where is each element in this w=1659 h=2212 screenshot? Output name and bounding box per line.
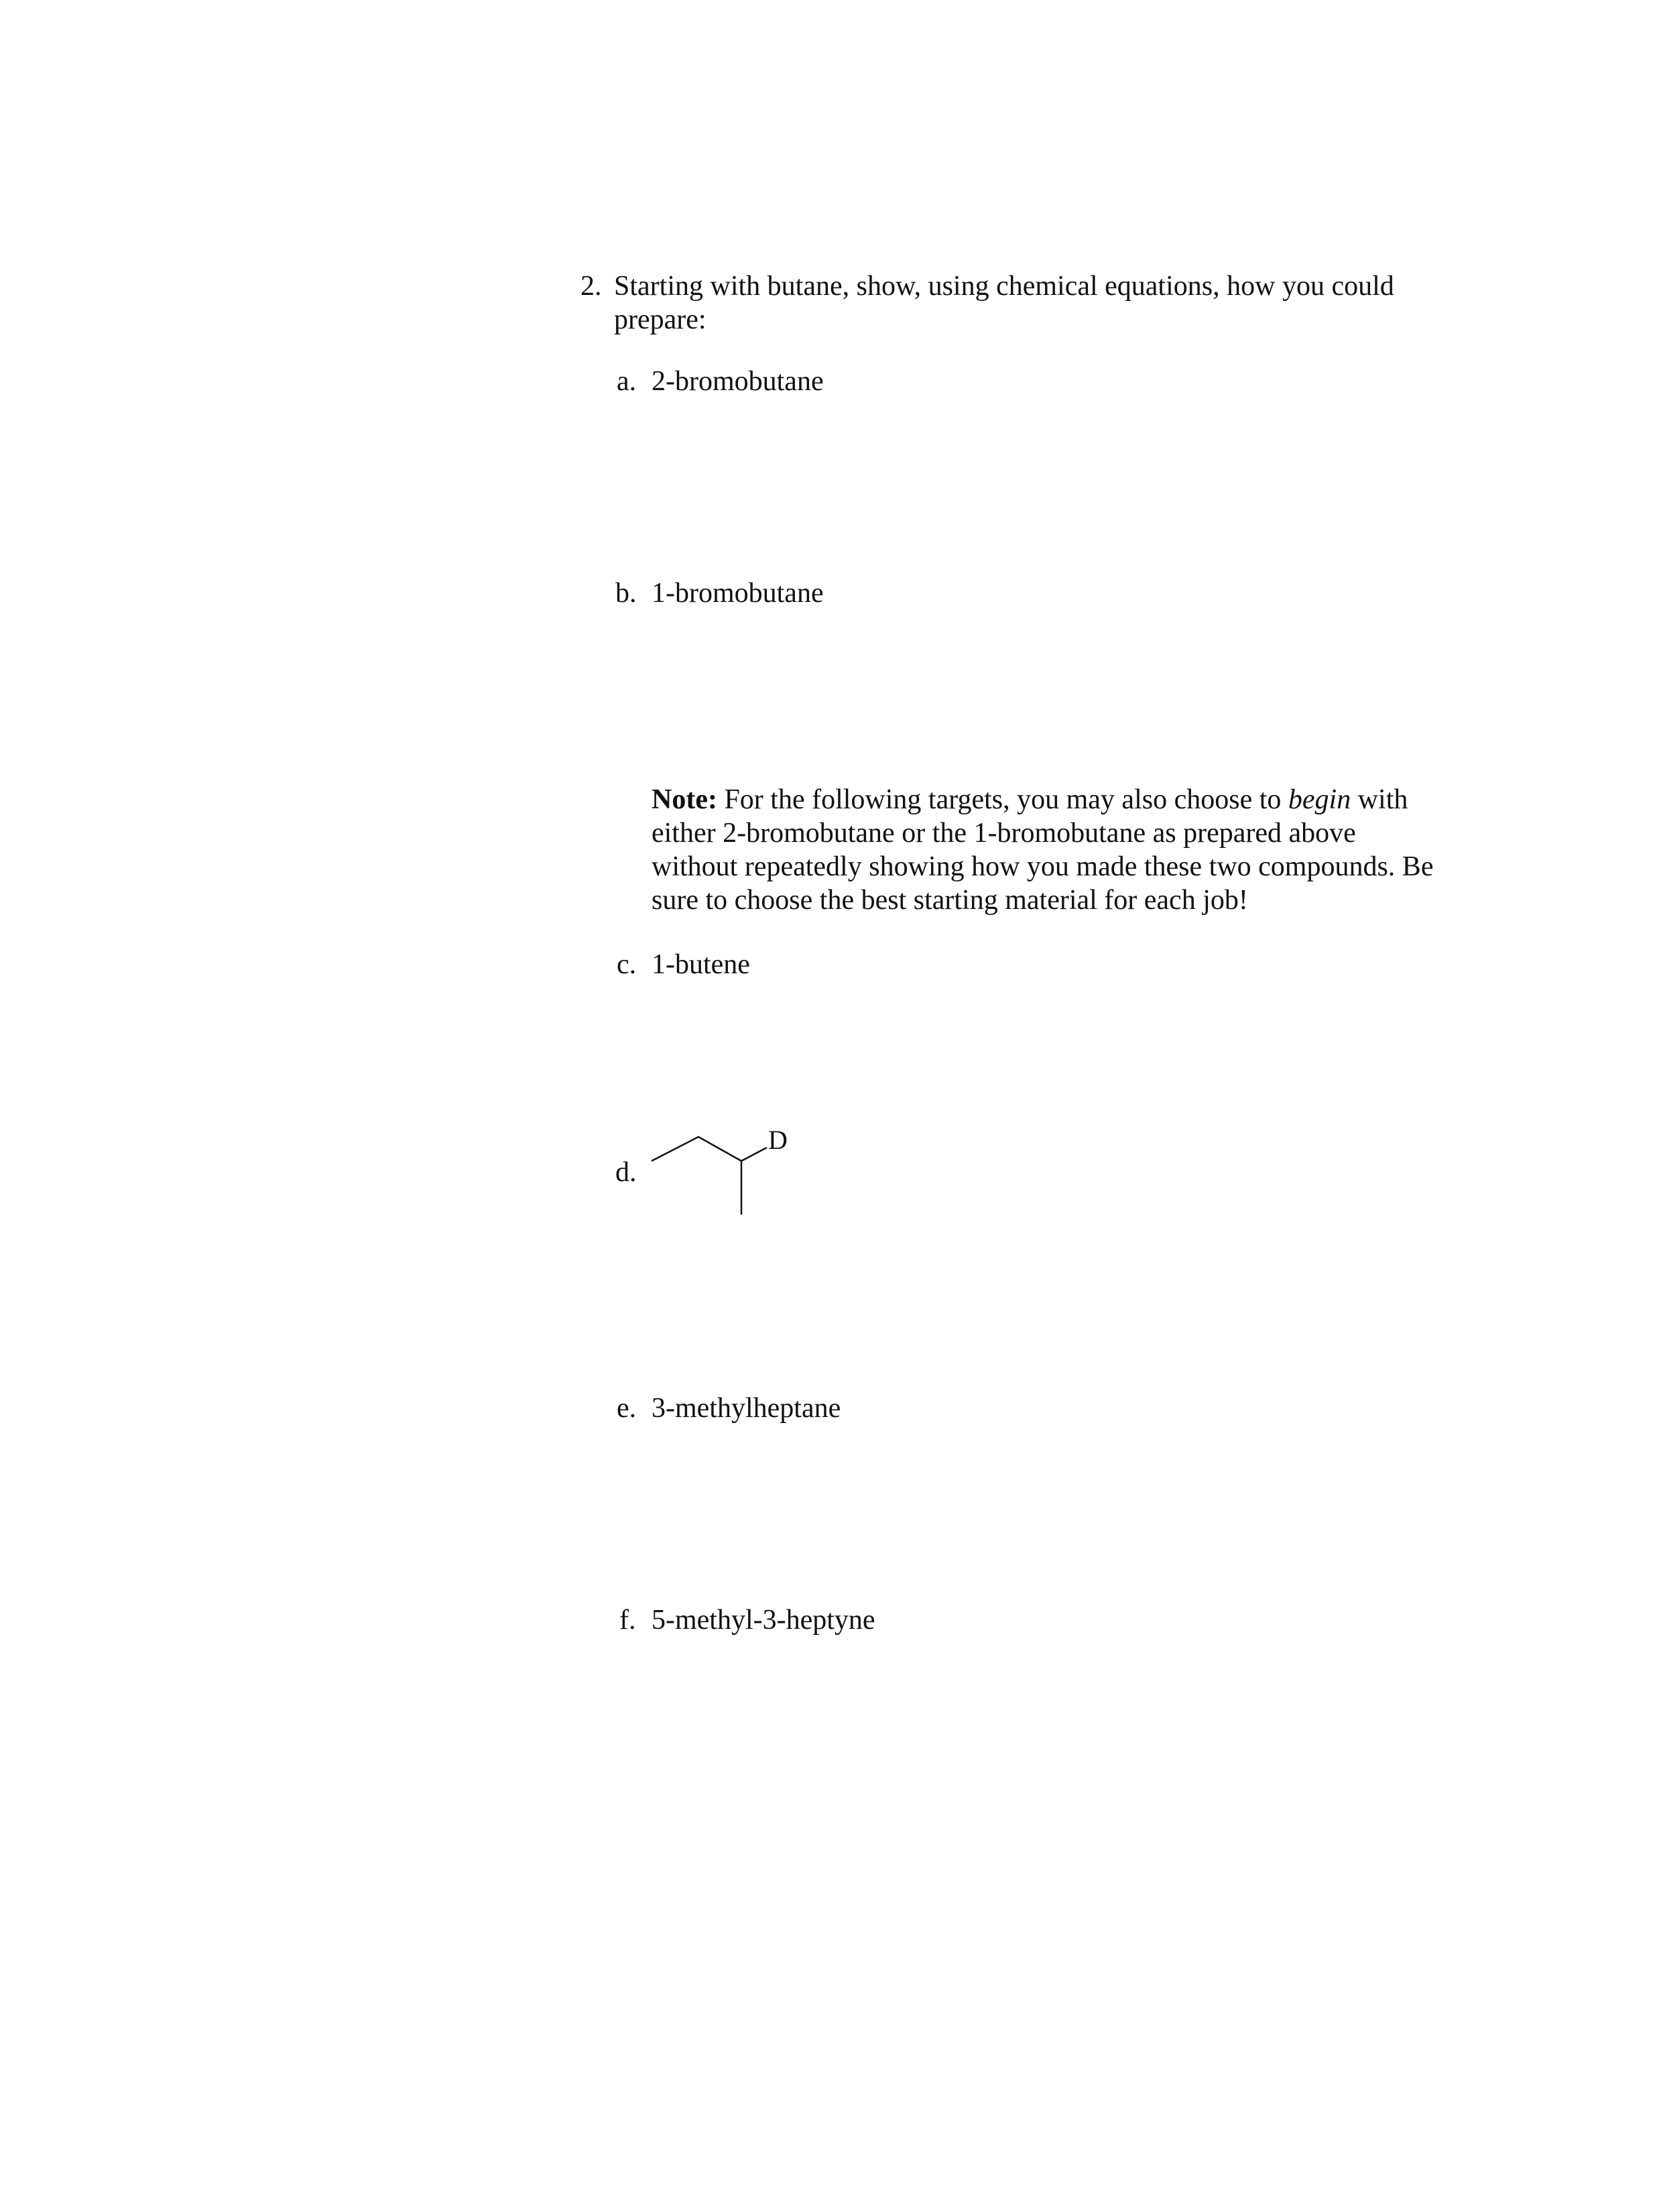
note-line-1-text-b: with	[1351, 784, 1408, 815]
note-bold-label: Note:	[652, 784, 717, 815]
question-number: 2.	[580, 271, 602, 302]
note-line-1-text-a: For the following targets, you may also choose to	[717, 784, 1288, 815]
item-f-text: 5-methyl-3-heptyne	[652, 1605, 875, 1636]
carbon-chain	[652, 1137, 741, 1161]
item-e-text: 3-methylheptane	[652, 1393, 841, 1424]
note-line-3: without repeatedly showing how you made these two compounds. Be	[652, 851, 1434, 882]
note-line-4: sure to choose the best starting material for each job!	[652, 885, 1248, 916]
item-a-label: a.	[617, 366, 637, 397]
deuterium-atom-label: D	[768, 1126, 788, 1155]
note-emphasis: begin	[1288, 784, 1351, 815]
bond-to-deuterium	[741, 1148, 767, 1161]
question-text-line1: Starting with butane, show, using chemical equations, how you could	[614, 271, 1394, 302]
item-e-label: e.	[617, 1393, 637, 1424]
item-d-label: d.	[615, 1157, 637, 1188]
item-c-text: 1-butene	[652, 949, 750, 980]
item-a-text: 2-bromobutane	[652, 366, 824, 397]
note-line-1	[652, 783, 1408, 816]
item-b-text: 1-bromobutane	[652, 578, 824, 609]
deuterated-butane-structure	[643, 1126, 818, 1233]
item-b-label: b.	[615, 578, 637, 609]
note-line-2: either 2-bromobutane or the 1-bromobutane as prepared above	[652, 818, 1356, 849]
item-f-label: f.	[619, 1605, 636, 1636]
question-text-line2: prepare:	[614, 304, 706, 335]
item-c-label: c.	[617, 949, 637, 980]
